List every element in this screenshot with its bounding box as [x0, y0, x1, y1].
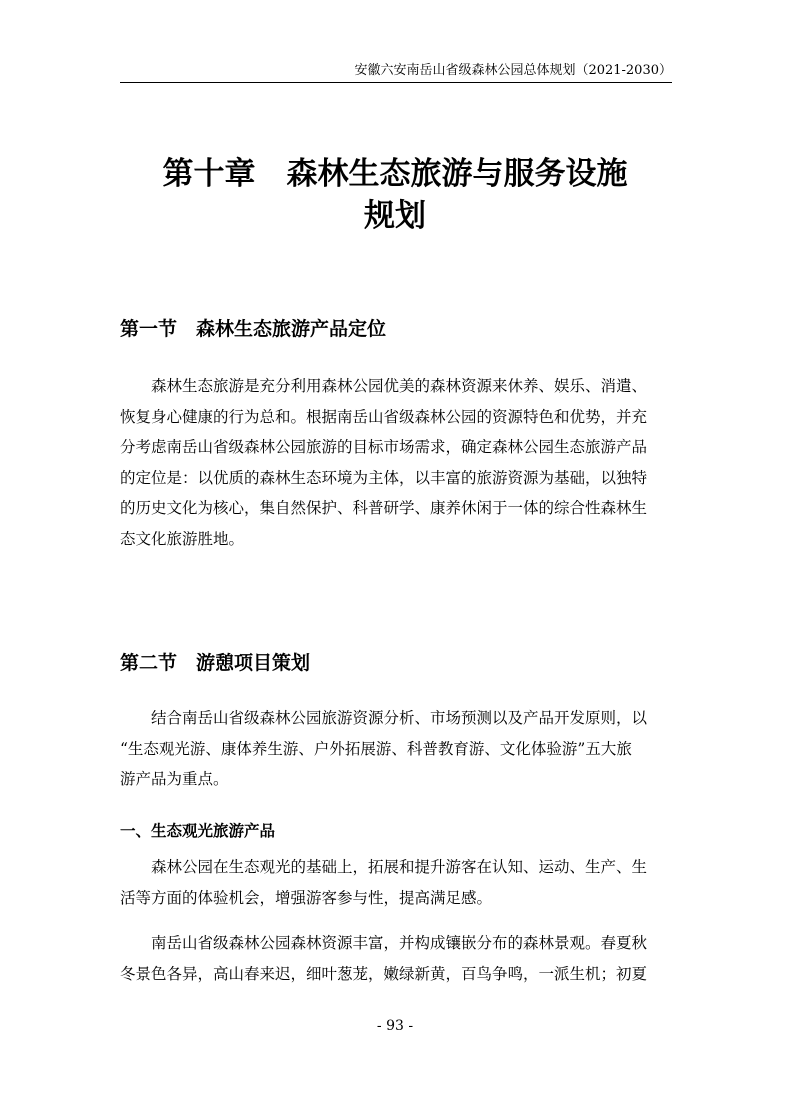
running-header: 安徽六安南岳山省级森林公园总体规划（2021-2030）	[354, 63, 672, 78]
text-line: 分考虑南岳山省级森林公园旅游的目标市场需求，确定森林公园生态旅游产品	[120, 438, 648, 457]
body-paragraph	[120, 703, 676, 795]
header-rule	[120, 82, 672, 83]
page-number: - 93 -	[376, 1018, 414, 1034]
text-line: 态文化旅游胜地。	[120, 529, 245, 548]
text-line: 森林生态旅游是充分利用森林公园优美的森林资源来休养、娱乐、消遣、	[120, 377, 648, 395]
text-line: 游产品为重点。	[120, 770, 229, 789]
subsection-heading: 一、生态观光旅游产品	[120, 822, 276, 840]
chapter-title	[100, 153, 690, 237]
text-line: 恢复身心健康的行为总和。根据南岳山省级森林公园的资源特色和优势，并充	[120, 407, 648, 426]
chapter-title-line: 规划	[364, 198, 426, 234]
text-line: 的历史文化为核心，集自然保护、科普研学、康养休闲于一体的综合性森林生	[120, 499, 648, 518]
text-line: “生态观光游、康体养生游、户外拓展游、科普教育游、文化体验游”五大旅	[120, 739, 632, 758]
body-paragraph	[120, 852, 676, 913]
text-line: 森林公园在生态观光的基础上，拓展和提升游客在认知、运动、生产、生	[120, 858, 648, 876]
section-title: 第一节 森林生态旅游产品定位	[120, 318, 387, 340]
body-paragraph	[120, 928, 676, 989]
text-line: 结合南岳山省级森林公园旅游资源分析、市场预测以及产品开发原则，以	[120, 709, 648, 727]
body-paragraph	[120, 371, 676, 555]
section-title: 第二节 游憩项目策划	[120, 652, 311, 674]
text-line: 南岳山省级森林公园森林资源丰富，并构成镶嵌分布的森林景观。春夏秋	[120, 934, 648, 952]
text-line: 的定位是：以优质的森林生态环境为主体，以丰富的旅游资源为基础，以独特	[120, 468, 648, 487]
text-line: 冬景色各异，高山春来迟，细叶葱茏，嫩绿新黄，百鸟争鸣，一派生机；初夏	[120, 964, 648, 983]
text-line: 活等方面的体验机会，增强游客参与性，提高满足感。	[120, 888, 493, 907]
chapter-title-line: 第十章 森林生态旅游与服务设施	[162, 156, 628, 192]
